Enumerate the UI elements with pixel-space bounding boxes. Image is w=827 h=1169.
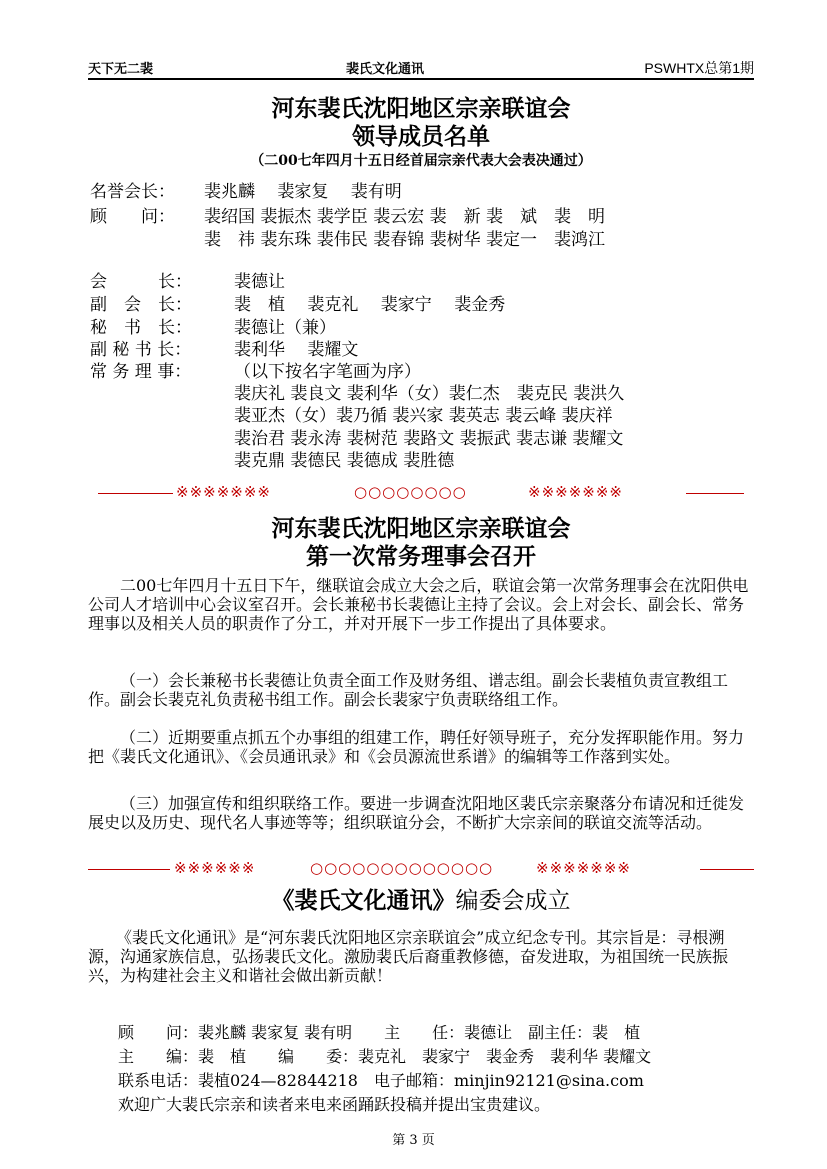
advisor-names-line2: 裴 祎 裴东珠 裴伟民 裴春锦 裴树华 裴定一 裴鸿江 xyxy=(204,230,606,250)
header-center: 裴氏文化通讯 xyxy=(346,62,425,77)
section1-title-line1: 河东裴氏沈阳地区宗亲联谊会 xyxy=(271,95,571,122)
secretary-names: 裴德让（兼） xyxy=(234,318,336,338)
divider-rule xyxy=(88,869,170,870)
welcome-line: 欢迎广大裴氏宗亲和读者来电来函踊跃投稿并提出宝贵建议。 xyxy=(118,1095,551,1114)
section2-paragraph-4: （三）加强宣传和组织联络工作。要进一步调查沈阳地区裴氏宗亲聚落分布请况和迁徙发展史以及历史、现代名人事迹等等；组织联谊分会，不断扩大宗亲间的联谊交流等活动。 xyxy=(88,794,745,832)
section3-title-publication: 《裴氏文化通讯》 xyxy=(271,887,456,914)
section2-paragraph-3: （二）近期要重点抓五个办事组的组建工作，聘任好领导班子，充分发挥职能作用。努力把《裴氏文化通讯》、《会员通讯录》和《会员源流世系谱》的编辑等工作落到实处。 xyxy=(88,728,745,766)
page-header xyxy=(88,58,754,80)
secretary-label: 秘 书 长： xyxy=(90,318,192,338)
divider-asterisks-left: ※※※※※※※ xyxy=(176,483,271,501)
page-number: 第 3 页 xyxy=(392,1133,435,1148)
standing-director-line1: 裴庆礼 裴良文 裴利华（女）裴仁杰 裴克民 裴洪久 xyxy=(234,384,625,404)
section3-title-suffix: 编委会成立 xyxy=(455,888,571,914)
standing-director-line2: 裴亚杰（女）裴乃循 裴兴家 裴英志 裴云峰 裴庆祥 xyxy=(234,406,613,426)
vice-president-label: 副 会 长： xyxy=(90,295,192,315)
section1-subtitle: （二00七年四月十五日经首届宗亲代表大会表决通过） xyxy=(250,153,592,169)
section2-title-line1: 河东裴氏沈阳地区宗亲联谊会 xyxy=(271,515,571,542)
section2-paragraph-1: 二00七年四月十五日下午，继联谊会成立大会之后，联谊会第一次常务理事会在沈阳供电公司人才培训中心会议室召开。会长兼秘书长裴德让主持了会议。会上对会长、副会长、常务理事以及相关人员的职责作了分工，并对开展下一步工作提出了具体要求。 xyxy=(88,576,749,633)
president-label: 会 长： xyxy=(90,272,192,292)
standing-director-line4: 裴克鼎 裴德民 裴德成 裴胜德 xyxy=(234,451,455,471)
standing-director-note: （以下按名字笔画为序） xyxy=(234,362,421,382)
divider-circles: ○○○○○○○○ xyxy=(354,483,467,501)
president-names: 裴德让 xyxy=(234,272,285,292)
honorary-names: 裴兆麟 裴家复 裴有明 xyxy=(204,182,402,202)
divider-ornament-1 xyxy=(88,483,754,503)
section3-paragraph: 《裴氏文化通讯》是“河东裴氏沈阳地区宗亲联谊会”成立纪念专刊。其宗旨是：寻根溯源，沟通家族信息，弘扬裴氏文化。激励裴氏后裔重教修德，奋发进取，为祖国统一民族振兴，为构建社会主义和谐社会做出新贡献！ xyxy=(88,928,729,985)
vice-president-names: 裴 植 裴克礼 裴家宁 裴金秀 xyxy=(234,295,506,315)
advisor-names-line1: 裴绍国 裴振杰 裴学臣 裴云宏 裴 新 裴 斌 裴 明 xyxy=(204,207,606,227)
editorial-editor-line: 主 编：裴 植 编 委：裴克礼 裴家宁 裴金秀 裴利华 裴耀文 xyxy=(118,1047,652,1066)
section2-paragraph-2: （一）会长兼秘书长裴德让负责全面工作及财务组、谱志组。副会长裴植负责宣教组工作。副会长裴克礼负责秘书组工作。副会长裴家宁负责联络组工作。 xyxy=(88,671,729,709)
divider-asterisks-right: ※※※※※※※ xyxy=(536,859,631,877)
divider-rule xyxy=(686,493,744,494)
divider-asterisks-right: ※※※※※※※ xyxy=(528,483,623,501)
contact-line: 联系电话：裴植024—82844218 电子邮箱：minjin92121@sina.com xyxy=(118,1071,644,1090)
header-left: 天下无二裴 xyxy=(88,62,154,77)
divider-circles: ○○○○○○○○○○○○○ xyxy=(310,859,494,877)
section1-title-line2: 领导成员名单 xyxy=(352,123,490,150)
advisor-label: 顾 问： xyxy=(90,207,175,227)
editorial-advisor-line: 顾 问：裴兆麟 裴家复 裴有明 主 任：裴德让 副主任：裴 植 xyxy=(118,1023,641,1042)
standing-director-label: 常 务 理 事： xyxy=(90,362,192,382)
divider-asterisks-left: ※※※※※※ xyxy=(174,859,256,877)
section2-title-line2: 第一次常务理事会召开 xyxy=(306,543,536,570)
honorary-label: 名誉会长： xyxy=(90,182,175,202)
standing-director-line3: 裴治君 裴永涛 裴树范 裴路文 裴振武 裴志谦 裴耀文 xyxy=(234,429,624,449)
divider-ornament-2 xyxy=(88,859,754,879)
vice-secretary-label: 副 秘 书 长： xyxy=(90,340,192,360)
section3-title xyxy=(88,888,754,914)
header-issue: PSWHTX总第1期 xyxy=(644,60,754,76)
divider-rule xyxy=(700,869,754,870)
divider-rule xyxy=(98,493,173,494)
vice-secretary-names: 裴利华 裴耀文 xyxy=(234,340,359,360)
